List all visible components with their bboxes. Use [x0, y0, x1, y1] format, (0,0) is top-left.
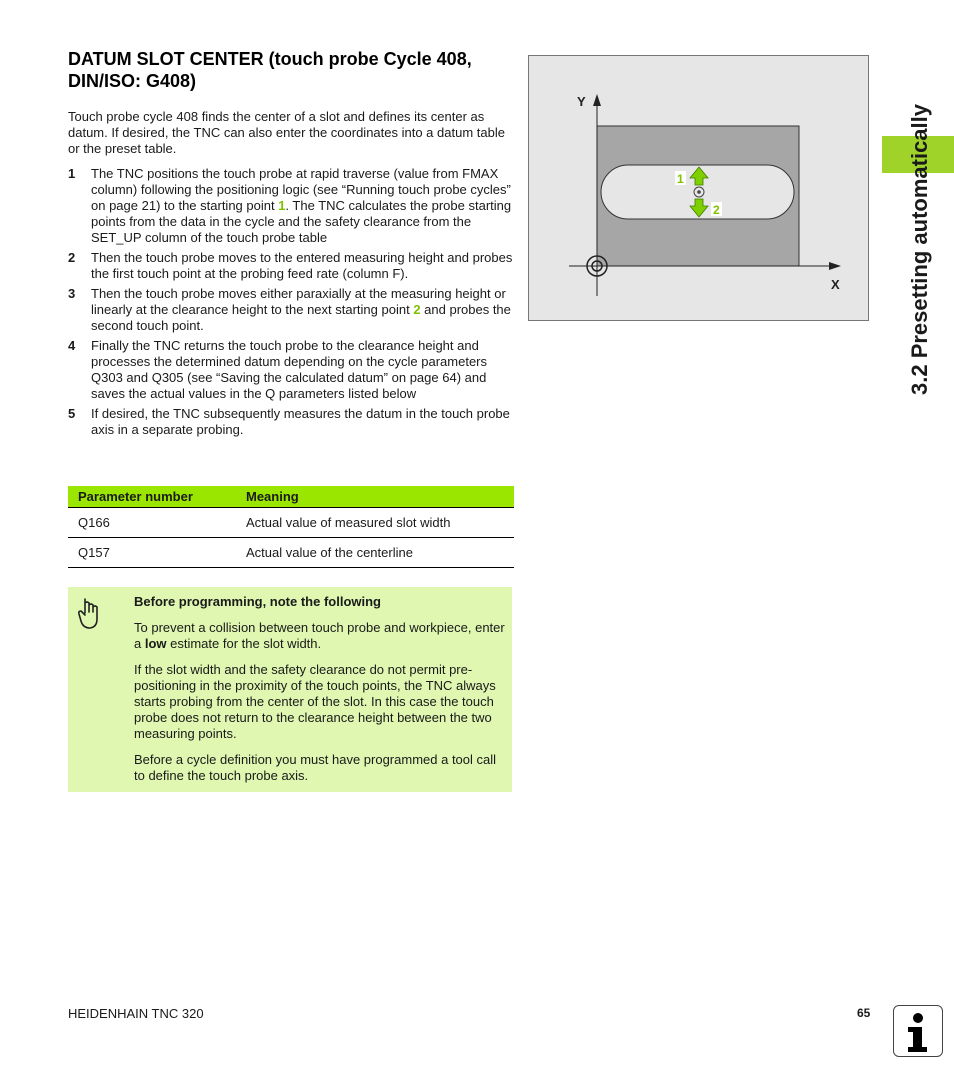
- step-text: Then the touch probe moves either paraxially at the measuring height or linearly at the clearance height to the next starting point: [91, 286, 506, 317]
- step-number: 3: [68, 286, 76, 301]
- info-glyph: [894, 1006, 942, 1056]
- step-number: 5: [68, 406, 76, 421]
- side-title-svg: [897, 50, 937, 400]
- note-box: [68, 587, 512, 792]
- step-item: [68, 166, 514, 246]
- pointing-hand-icon: [76, 597, 102, 631]
- x-arrowhead: [829, 262, 841, 270]
- step-point-ref: 1: [278, 198, 286, 213]
- step-text: Finally the TNC returns the touch probe to the clearance height and processes the determined datum depending on the cycle parameters Q303 and Q305 (see “Saving the calculated datum” on page 64) and saves the actual values in the Q parameters listed below: [91, 338, 488, 401]
- steps-list: [68, 166, 514, 442]
- step-number: 2: [68, 250, 76, 265]
- step-text-cont: . The TNC calculates the probe starting points from the data in the cycle and the safety clearance from the SET_UP column of the touch probe table: [91, 198, 512, 245]
- step-item: [68, 406, 514, 438]
- step-point-ref: 2: [413, 302, 421, 317]
- note-text: estimate for the slot width.: [166, 636, 322, 651]
- point-1-label: 1: [677, 172, 684, 186]
- note-title: Before programming, note the following: [134, 594, 381, 609]
- note-paragraph: Before a cycle definition you must have programmed a tool call to define the touch probe axis.: [134, 752, 497, 783]
- step-item: [68, 250, 514, 282]
- point-2-label: 2: [713, 203, 720, 217]
- parameter-table: [68, 486, 514, 568]
- page-number: 65: [857, 1006, 871, 1020]
- step-number: 4: [68, 338, 76, 353]
- diagram-canvas: [529, 56, 868, 320]
- step-text: The TNC positions the touch probe at rapid traverse (value from FMAX column) following the positioning logic (see “Running touch probe cycles” on page 21) to the starting point: [91, 166, 511, 213]
- intro-paragraph: Touch probe cycle 408 finds the center of a slot and defines its center as datum. If desired, the TNC can also enter the coordinates into a datum table or the preset table.: [68, 109, 505, 156]
- y-arrowhead: [593, 94, 601, 106]
- step-item: [68, 286, 514, 334]
- side-title-text: 3.2 Presetting automatically: [907, 104, 932, 395]
- step-item: [68, 338, 514, 402]
- table-cell: Q166: [68, 508, 236, 538]
- step-text: If desired, the TNC subsequently measures the datum in the touch probe axis in a separate probing.: [91, 406, 510, 437]
- column-header: Meaning: [236, 486, 514, 508]
- step-number: 1: [68, 166, 76, 181]
- section-heading: DATUM SLOT CENTER (touch probe Cycle 408, DIN/ISO: G408): [68, 49, 472, 91]
- table-cell: Q157: [68, 538, 236, 568]
- table-cell: Actual value of measured slot width: [236, 508, 514, 538]
- step-text-cont: and probes the second touch point.: [91, 302, 511, 333]
- chapter-side-title: [897, 50, 937, 400]
- column-header: Parameter number: [68, 486, 236, 508]
- footer-product: HEIDENHAIN TNC 320: [68, 1006, 204, 1021]
- table-cell: Actual value of the centerline: [236, 538, 514, 568]
- y-axis-label: Y: [577, 94, 586, 109]
- table-row: [68, 508, 514, 538]
- step-text: Then the touch probe moves to the entered measuring height and probes the first touch point at the probing feed rate (column F).: [91, 250, 513, 281]
- note-paragraph: If the slot width and the safety clearance do not permit pre-positioning in the proximity of the touch points, the TNC always starts probing from the center of the slot. In this case the touch probe does not return to the clearance height between the two measuring points.: [134, 662, 496, 741]
- info-icon: [893, 1005, 943, 1057]
- table-header-row: [68, 486, 514, 508]
- x-axis-label: X: [831, 277, 840, 292]
- note-emphasis: low: [144, 636, 167, 651]
- slot-center-diagram: [528, 55, 869, 321]
- note-text: To prevent a collision between touch probe and workpiece, enter a: [134, 620, 505, 651]
- note-paragraph: [134, 620, 506, 652]
- table-row: [68, 538, 514, 568]
